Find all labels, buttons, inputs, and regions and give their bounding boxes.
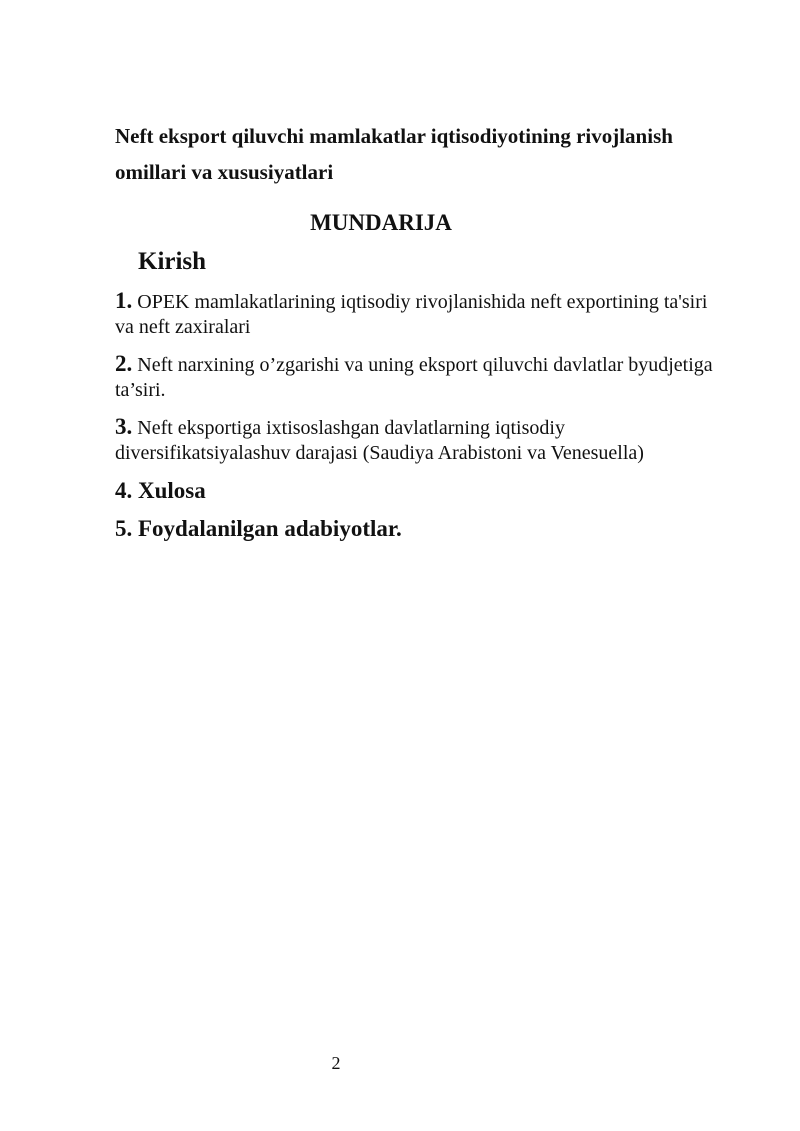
toc-entry-2 <box>115 351 715 403</box>
toc-entry-number: 3. <box>115 414 133 439</box>
toc-entry-text: Neft narxining o’zgarishi va uning eksport qiluvchi davlatlar byudjetiga ta’siri. <box>115 354 713 401</box>
toc-entry-number: 1. <box>115 288 133 313</box>
toc-entry-text: OPEK mamlakatlarining iqtisodiy rivojlanishida neft exportining ta'siri va neft zaxiralari <box>115 291 708 338</box>
toc-entry-number: 2. <box>115 351 133 376</box>
toc-references: 5. Foydalanilgan adabiyotlar. <box>115 516 402 541</box>
toc-entry-3 <box>115 414 715 466</box>
toc-entry-text: Neft eksportiga ixtisoslashgan davlatlarning iqtisodiy diversifikatsiyalashuv darajasi (Saudiya Arabistoni va Venesuella) <box>115 417 644 464</box>
toc-conclusion: 4. Xulosa <box>115 478 206 503</box>
toc-entry-1 <box>115 288 715 340</box>
toc-heading: MUNDARIJA <box>310 210 452 235</box>
toc-intro: Kirish <box>138 248 207 275</box>
page-number: 2 <box>331 1053 341 1073</box>
document-title: Neft eksport qiluvchi mamlakatlar iqtisodiyotining rivojlanish omillari va xususiyatlari <box>115 124 673 184</box>
